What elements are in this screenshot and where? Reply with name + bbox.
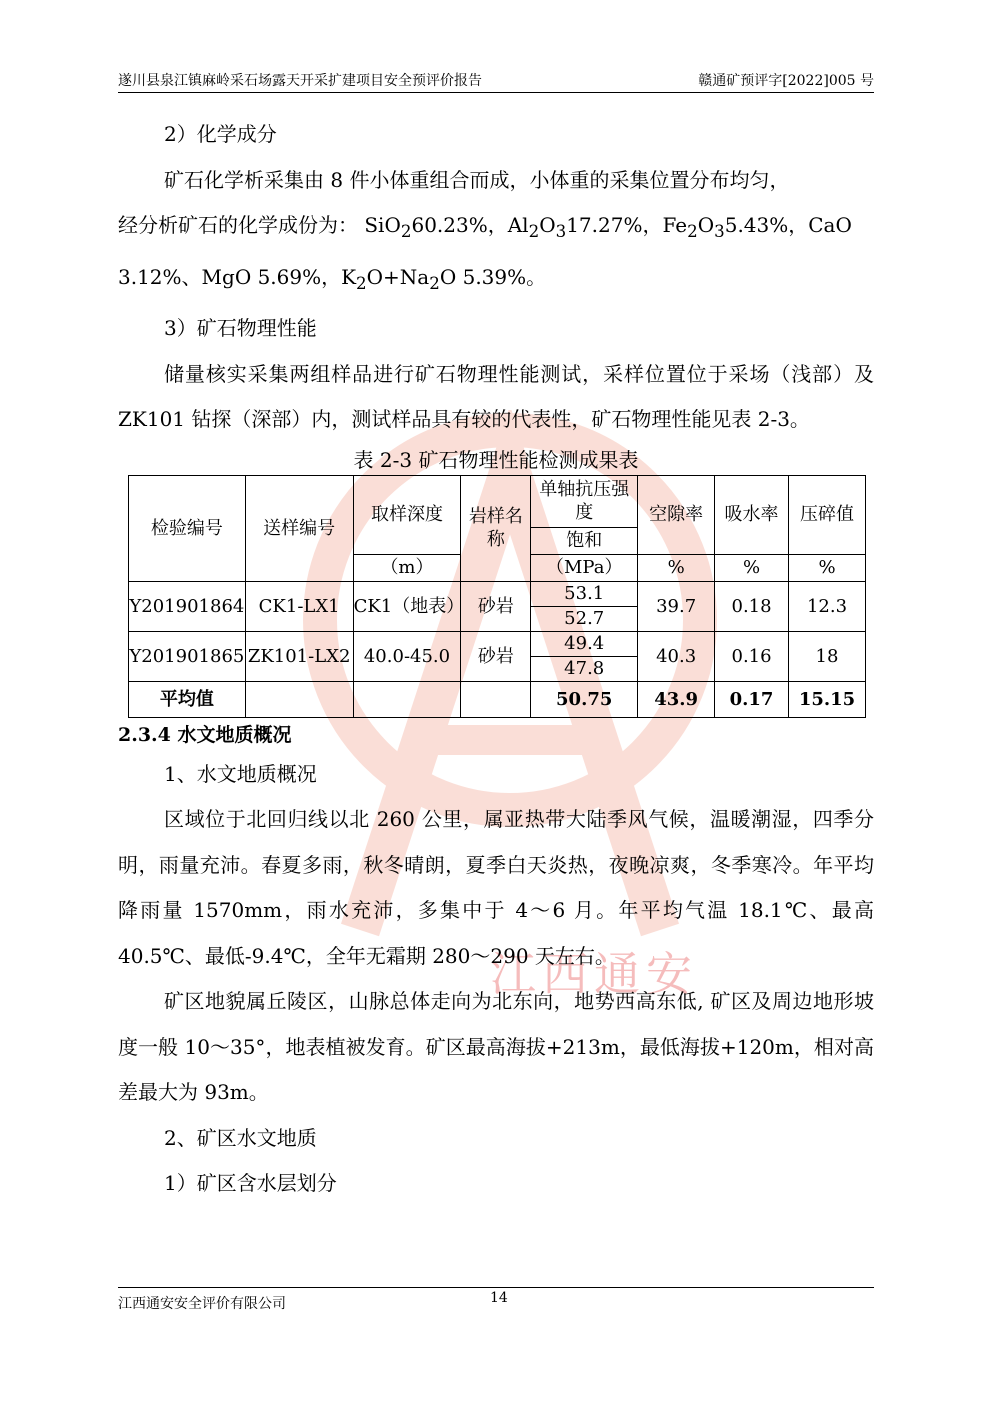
physical-paragraph: 储量核实采集两组样品进行矿石物理性能测试，采样位置位于采场（浅部）及 ZK101 钻探（深部）内，测试样品具有较的代表性，矿石物理性能见表 2-3。 bbox=[118, 361, 874, 431]
hydro-paragraph-2: 矿区地貌属丘陵区，山脉总体走向为北东向，地势西高东低, 矿区及周边地形坡度一般 10～35°，地表植被发育。矿区最高海拔+213m，最低海拔+120m，相对高差最大为 93m。 bbox=[118, 989, 874, 1104]
cell-strength: 47.8 bbox=[531, 656, 638, 681]
cell-sample-id: CK1-LX1 bbox=[245, 581, 353, 631]
cell-strength: 52.7 bbox=[531, 606, 638, 631]
cell-depth: 40.0-45.0 bbox=[353, 631, 461, 681]
cell-depth: CK1（地表） bbox=[353, 581, 461, 631]
cell-absorption: 0.18 bbox=[715, 581, 789, 631]
cell-crush: 12.3 bbox=[789, 581, 866, 631]
watermark-text: 江西通安 bbox=[490, 947, 698, 1001]
unit-strength: （MPa） bbox=[531, 554, 638, 581]
cell-strength: 49.4 bbox=[531, 631, 638, 656]
text-run: O bbox=[539, 213, 556, 237]
cell-strength: 53.1 bbox=[531, 581, 638, 606]
subscript: 2 bbox=[528, 222, 540, 241]
cell-empty bbox=[461, 681, 531, 717]
chemistry-line-1: 矿石化学析采集由 8 件小体重组合而成，小体重的采集位置分布均匀， bbox=[164, 167, 790, 192]
header-crush: 压碎值 bbox=[789, 475, 866, 554]
unit-porosity: % bbox=[638, 554, 715, 581]
header-saturated: 饱和 bbox=[531, 527, 638, 554]
header-strength: 单轴抗压强度 bbox=[531, 475, 638, 527]
subscript: 2 bbox=[429, 273, 440, 293]
header-sample-id: 送样编号 bbox=[245, 475, 353, 581]
text-run: 17.27%，Fe bbox=[566, 213, 688, 237]
text-run: 经分析矿石的化学成份为： SiO bbox=[118, 213, 401, 237]
unit-crush: % bbox=[789, 554, 866, 581]
subscript: 3 bbox=[555, 222, 567, 241]
footer-company: 江西通安安全评价有限公司 bbox=[118, 1296, 286, 1312]
cell-rock-name: 砂岩 bbox=[461, 581, 531, 631]
cell-porosity: 39.7 bbox=[638, 581, 715, 631]
header-depth: 取样深度 bbox=[353, 475, 461, 554]
text-run: O+Na bbox=[366, 264, 430, 289]
cell-crush: 18 bbox=[789, 631, 866, 681]
text-run: O bbox=[697, 213, 715, 237]
header-test-id: 检验编号 bbox=[129, 475, 246, 581]
chemistry-line-2 bbox=[118, 203, 874, 255]
page-header bbox=[118, 66, 874, 93]
subscript: 2 bbox=[687, 222, 698, 241]
page-number: 14 bbox=[490, 1290, 508, 1306]
subheading-mine-hydro: 2、矿区水文地质 bbox=[164, 1125, 317, 1150]
page-content bbox=[118, 112, 874, 1207]
header-absorption: 吸水率 bbox=[715, 475, 789, 554]
cell-porosity: 40.3 bbox=[638, 631, 715, 681]
hydro-paragraph-1: 区域位于北回归线以北 260 公里，属亚热带大陆季风气候，温暖潮湿，四季分明，雨量充沛。春夏多雨，秋冬晴朗，夏季白天炎热，夜晚凉爽，冬季寒冷。年平均降雨量 1570mm，雨水充沛，多集中于 4～6 月。年平均气温 18.1℃、最高 40.5℃、最低-9.4℃，全年无霜期 280～290 天左右。 bbox=[118, 807, 874, 968]
cell-average-strength: 50.75 bbox=[531, 681, 638, 717]
text-run: 60.23%，Al bbox=[411, 213, 529, 237]
cell-average-crush: 15.15 bbox=[789, 681, 866, 717]
cell-empty bbox=[245, 681, 353, 717]
unit-absorption: % bbox=[715, 554, 789, 581]
section-heading-chemistry: 2）化学成分 bbox=[164, 122, 277, 146]
header-doc-number: 赣通矿预评字[2022]005 号 bbox=[698, 73, 874, 89]
chemistry-line-3 bbox=[118, 255, 874, 307]
physical-properties-table bbox=[128, 475, 866, 718]
header-porosity: 空隙率 bbox=[638, 475, 715, 554]
subheading-hydro-overview: 1、水文地质概况 bbox=[164, 761, 317, 786]
cell-average-absorption: 0.17 bbox=[715, 681, 789, 717]
unit-depth: （m） bbox=[353, 554, 461, 581]
subheading-aquifer: 1）矿区含水层划分 bbox=[164, 1171, 337, 1195]
text-run: 5.43%，CaO bbox=[724, 213, 852, 237]
cell-average-porosity: 43.9 bbox=[638, 681, 715, 717]
header-title: 遂川县泉江镇麻岭采石场露天开采扩建项目安全预评价报告 bbox=[118, 73, 482, 89]
page-footer bbox=[118, 1287, 874, 1312]
text-run: 3.12%、MgO 5.69%，K bbox=[118, 264, 357, 289]
section-heading-hydrogeology: 2.3.4 水文地质概况 bbox=[118, 723, 292, 746]
cell-average-label: 平均值 bbox=[129, 681, 246, 717]
subscript: 2 bbox=[356, 273, 367, 293]
header-rock-name: 岩样名称 bbox=[461, 475, 531, 581]
text-run: O 5.39%。 bbox=[439, 264, 547, 289]
cell-rock-name: 砂岩 bbox=[461, 631, 531, 681]
cell-test-id: Y201901864 bbox=[129, 581, 246, 631]
subscript: 3 bbox=[714, 222, 725, 241]
cell-sample-id: ZK101-LX2 bbox=[245, 631, 353, 681]
subscript: 2 bbox=[400, 222, 412, 241]
cell-test-id: Y201901865 bbox=[129, 631, 246, 681]
section-heading-physical: 3）矿石物理性能 bbox=[164, 316, 317, 340]
cell-empty bbox=[353, 681, 461, 717]
table-caption: 表 2-3 矿石物理性能检测成果表 bbox=[353, 447, 639, 472]
cell-absorption: 0.16 bbox=[715, 631, 789, 681]
